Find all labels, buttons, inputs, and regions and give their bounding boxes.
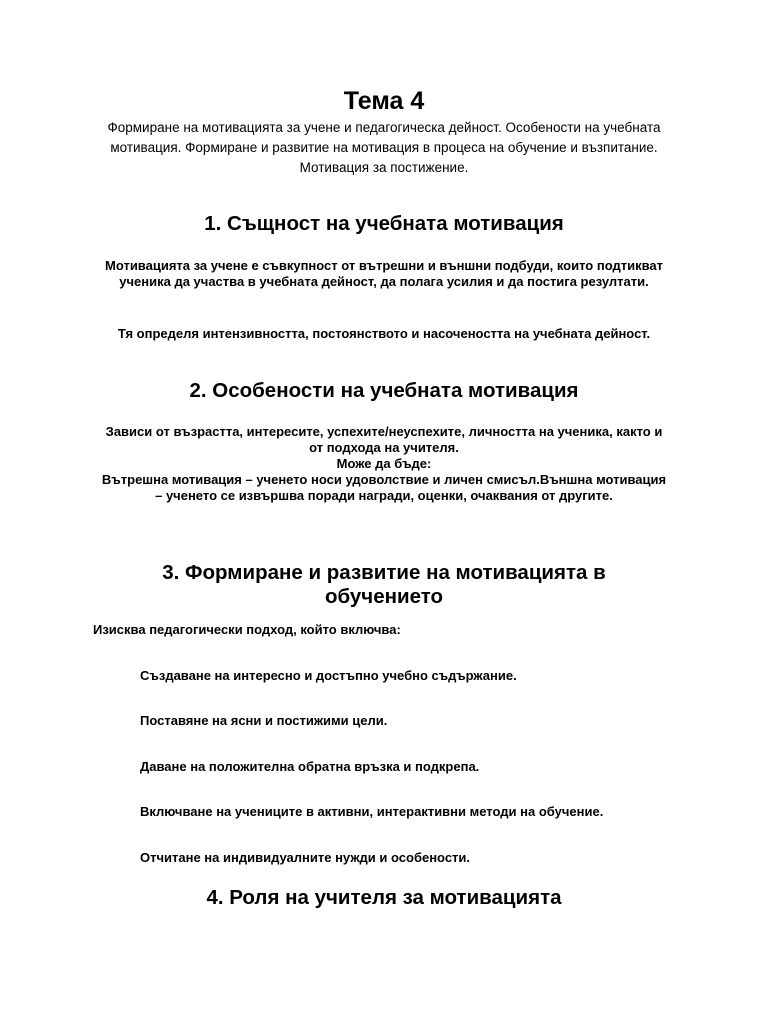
list-item: Отчитане на индивидуалните нужди и особености. [140, 850, 471, 865]
section-2-heading: 2. Особености на учебната мотивация [189, 379, 579, 402]
section-4-heading: 4. Роля на учителя за мотивацията [206, 886, 562, 909]
section-1-heading: 1. Същност на учебната мотивация [204, 212, 564, 235]
section-2-paragraph [100, 424, 668, 504]
section-2-line-types: Вътрешна мотивация – ученето носи удоволствие и личен смисъл.Външна мотивация – ученето се извършва поради награди, оценки, очаквания от другите. [101, 472, 667, 503]
list-item: Даване на положителна обратна връзка и подкрепа. [140, 759, 480, 774]
page-subtitle: Формиране на мотивацията за учене и педагогическа дейност. Особености на учебната мотивация. Формиране и развитие на мотивация в процеса на обучение и възпитание. Мотивация за постижение. [107, 120, 661, 175]
section-1-paragraph-1: Мотивацията за учене е съвкупност от вътрешни и външни подбуди, които подтикват ученика да участва в учебната дейност, да полага усилия и да постига резултати. [105, 258, 663, 289]
section-2-line-can-be: Може да бъде: [336, 456, 432, 471]
section-3-heading: 3. Формиране и развитие на мотивацията в обучението [162, 561, 606, 608]
list-item: Поставяне на ясни и постижими цели. [140, 713, 388, 728]
section-3-lead: Изисква педагогически подход, който включва: [93, 622, 401, 637]
list-item: Създаване на интересно и достъпно учебно съдържание. [140, 668, 517, 683]
section-1-paragraph-2: Тя определя интензивността, постоянството и насочеността на учебната дейност. [117, 326, 651, 341]
page-title: Тема 4 [343, 87, 425, 115]
list-item: Включване на учениците в активни, интерактивни методи на обучение. [140, 804, 604, 819]
section-2-line-dependence: Зависи от възрастта, интересите, успехите/неуспехите, личността на ученика, както и от подхода на учителя. [105, 424, 663, 455]
